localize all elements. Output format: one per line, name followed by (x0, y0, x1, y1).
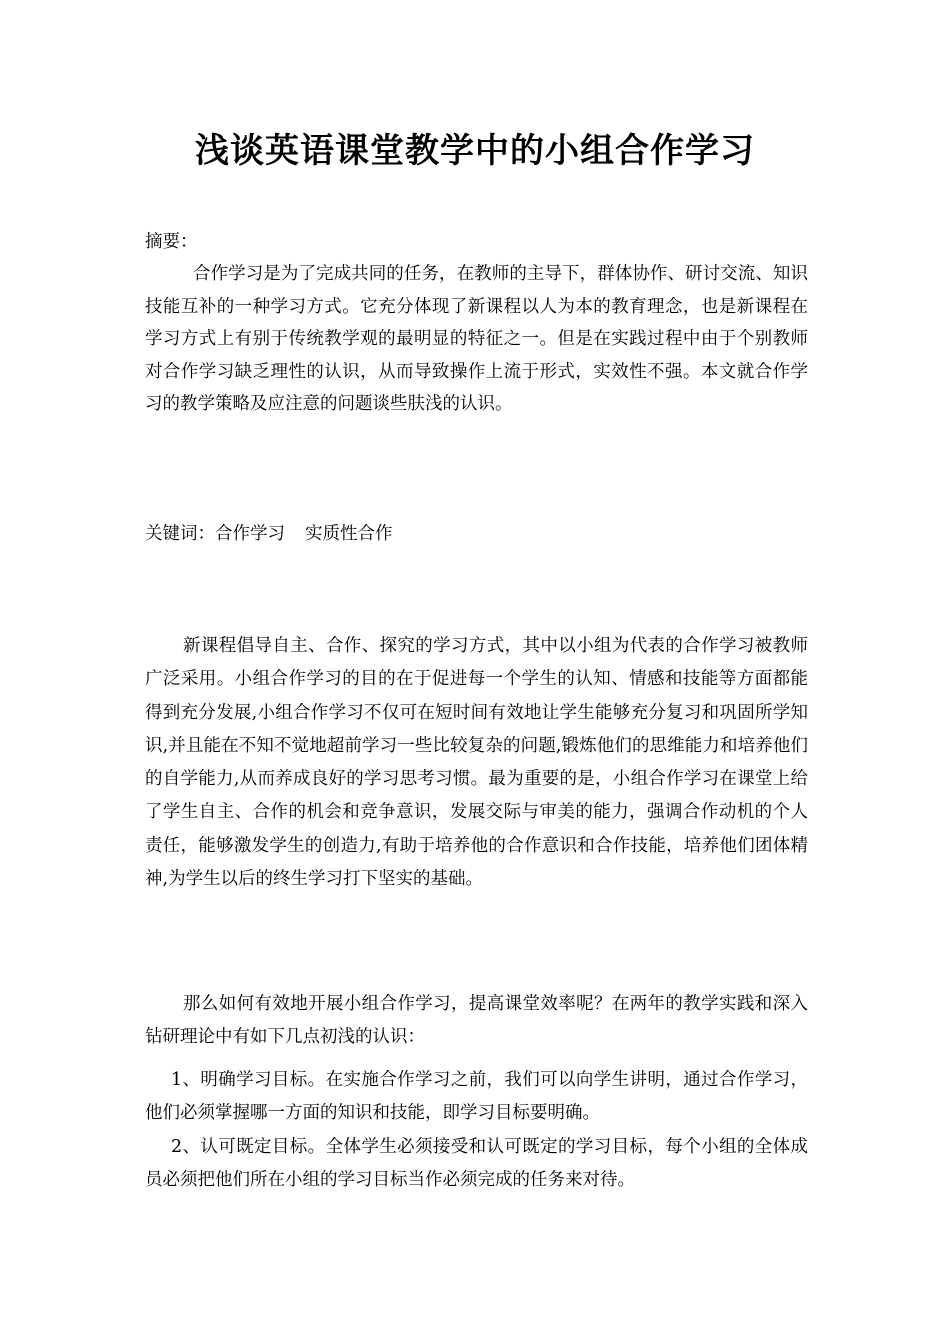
keyword-item: 实质性合作 (305, 524, 393, 544)
body-paragraph: 新课程倡导自主、合作、探究的学习方式，其中以小组为代表的合作学习被教师广泛采用。小组合作学习的目的在于促进每一个学生的认知、情感和技能等方面都能得到充分发展,小组合作学习不仅可在短时间有效地让学生能够充分复习和巩固所学知识,并且能在不知不觉地超前学习一些比较复杂的问题,锻炼他们的思维能力和培养他们的自学能力,从而养成良好的学习思考习惯。最为重要的是，小组合作学习在课堂上给了学生自主、合作的机会和竞争意识，发展交际与审美的能力，强调合作动机的个人责任，能够激发学生的创造力,有助于培养他的合作意识和合作技能，培养他们团体精神,为学生以后的终生学习打下坚实的基础。 (145, 636, 808, 890)
body-paragraph: 那么如何有效地开展小组合作学习，提高课堂效率呢？在两年的教学实践和深入钻研理论中有如下几点初浅的认识： (145, 994, 808, 1047)
abstract-label: 摘要： (145, 232, 198, 252)
keyword-item: 合作学习 (215, 524, 285, 544)
keywords-label: 关键词： (145, 524, 215, 544)
keywords-line (145, 518, 808, 550)
document-title: 浅谈英语课堂教学中的小组合作学习 (195, 131, 755, 171)
numbered-item: 1、明确学习目标。在实施合作学习之前，我们可以向学生讲明，通过合作学习，他们必须掌握哪一方面的知识和技能，即学习目标要明确。 (145, 1070, 808, 1123)
numbered-item: 2、认可既定目标。全体学生必须接受和认可既定的学习目标，每个小组的全体成员必须把他们所在小组的学习目标当作必须完成的任务来对待。 (145, 1137, 808, 1190)
abstract-text: 合作学习是为了完成共同的任务，在教师的主导下，群体协作、研讨交流、知识技能互补的一种学习方式。它充分体现了新课程以人为本的教育理念，也是新课程在学习方式上有别于传统教学观的最明显的特征之一。但是在实践过程中由于个别教师对合作学习缺乏理性的认识，从而导致操作上流于形式，实效性不强。本文就合作学习的教学策略及应注意的问题谈些肤浅的认识。 (145, 264, 808, 414)
